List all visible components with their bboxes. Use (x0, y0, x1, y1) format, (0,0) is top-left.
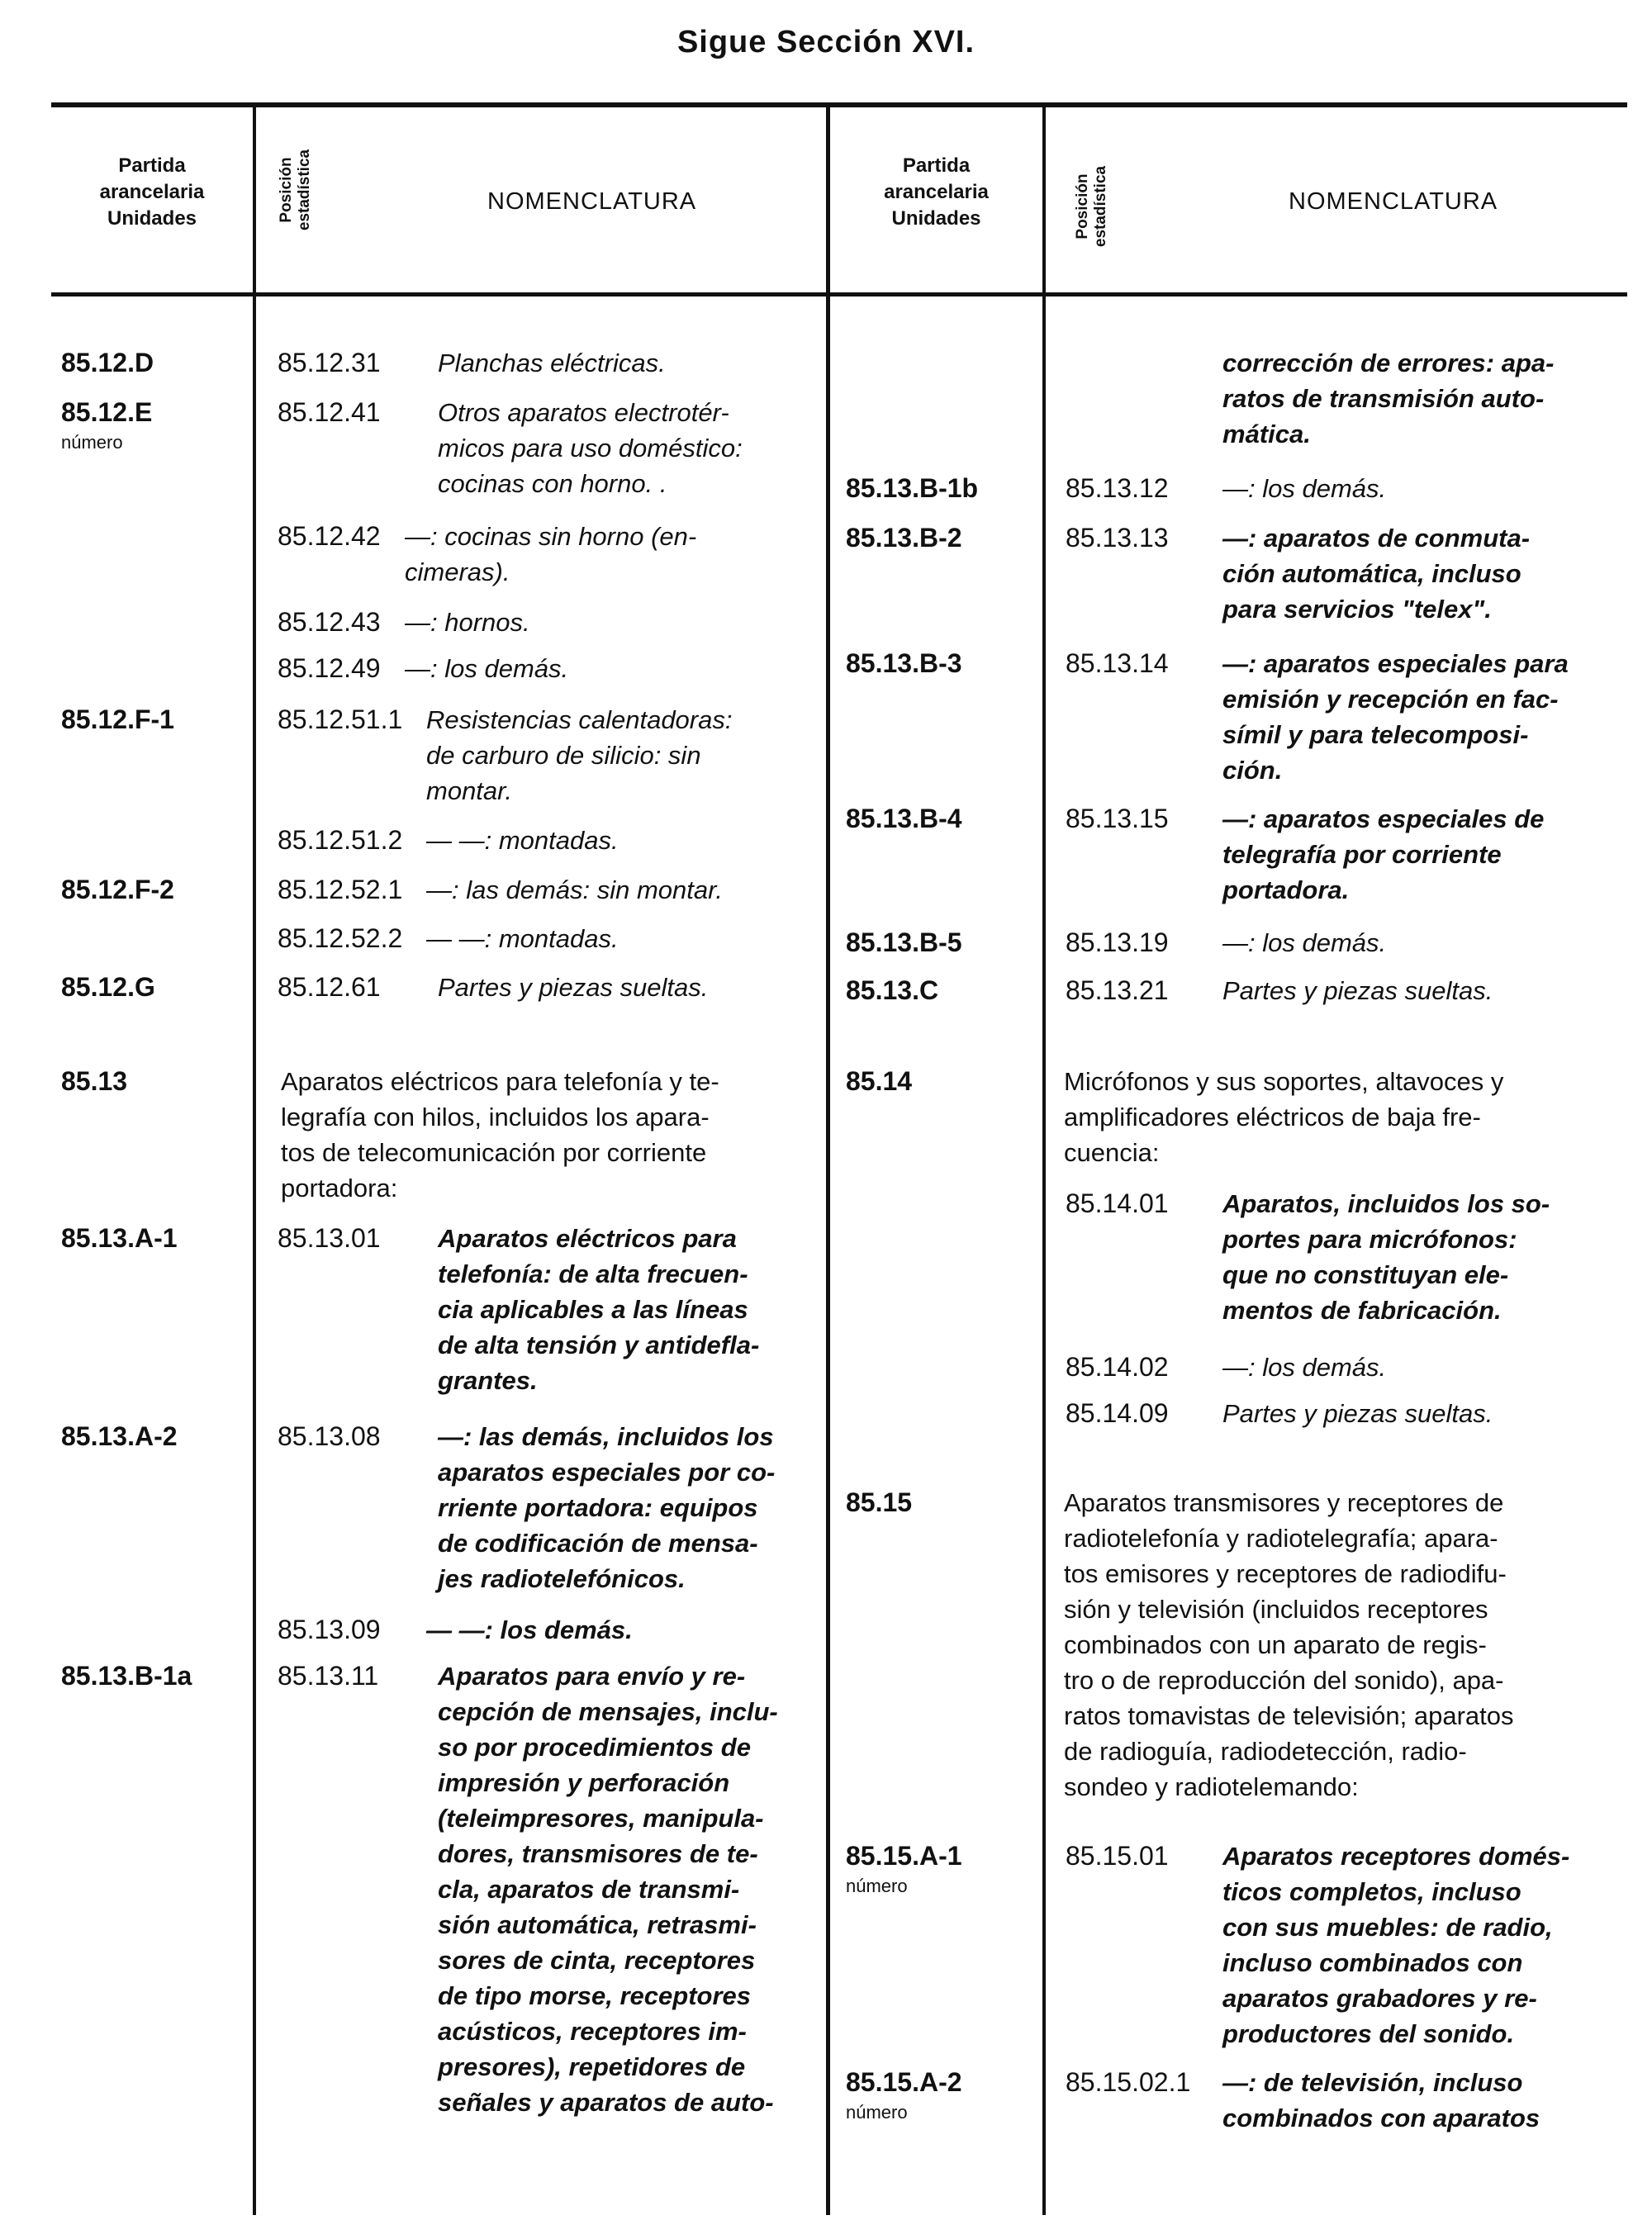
unit-label: número (846, 2102, 908, 2123)
nomenclature-text: —: las demás: sin montar. (426, 875, 723, 904)
posicion-code: 85.12.52.2 (278, 923, 403, 953)
unit-label: número (846, 1876, 908, 1896)
posicion-code: 85.12.61 (278, 972, 381, 1002)
posicion-code: 85.13.14 (1066, 648, 1169, 678)
page-title: Sigue Sección XVI. (676, 25, 976, 59)
column-divider (253, 107, 256, 2215)
nomenclature-text: —: aparatos especiales para emisión y recepción en fac- símil y para telecomposi- ción. (1222, 649, 1569, 785)
nomenclature-text: Partes y piezas sueltas. (438, 973, 709, 1002)
posicion-code: 85.13.01 (278, 1223, 381, 1253)
partida-code: 85.13.B-5 (846, 927, 962, 957)
partida-code: 85.13.A-1 (61, 1223, 178, 1253)
posicion-code: 85.13.08 (278, 1421, 381, 1451)
nomenclature-text: —: de televisión, incluso combinados con aparatos (1222, 2068, 1540, 2132)
partida-code: 85.13.A-2 (61, 1421, 178, 1451)
heading-text: Micrófonos y sus soportes, altavoces y amplificadores eléctricos de baja fre- cuencia: (1064, 1067, 1504, 1167)
nomenclature-text: — —: montadas. (426, 924, 619, 953)
posicion-code: 85.12.42 (278, 521, 381, 551)
posicion-code: 85.14.02 (1066, 1352, 1169, 1382)
nomenclature-text: Partes y piezas sueltas. (1222, 976, 1493, 1005)
nomenclature-text: Aparatos para envío y re- cepción de mensajes, inclu- so por procedimientos de impresión y perforación (teleimpresores, manipula- dores, transmisores de te- cla, aparatos de transmi- sión automática, retrasmi- sores de cinta, receptores de tipo morse, receptores acústicos, receptores im- presores), repetidores de señales y aparatos de auto- (438, 1662, 778, 2117)
nomenclature-text: Planchas eléctricas. (438, 349, 666, 377)
nomenclature-text: Partes y piezas sueltas. (1222, 1399, 1493, 1428)
posicion-code: 85.15.01 (1066, 1841, 1169, 1871)
header-nomenclatura: NOMENCLATURA (487, 188, 697, 215)
nomenclature-text: —: los demás. (1222, 1353, 1387, 1382)
posicion-code: 85.12.31 (278, 348, 381, 377)
header-posicion: Posición estadística (1074, 165, 1109, 248)
partida-code: 85.15.A-2 (846, 2067, 962, 2097)
header-posicion: Posición estadística (278, 149, 313, 231)
posicion-code: 85.13.21 (1066, 975, 1169, 1005)
posicion-code: 85.13.11 (278, 1661, 379, 1691)
partida-code: 85.13.B-1a (61, 1661, 192, 1691)
posicion-code: 85.12.41 (278, 397, 381, 427)
nomenclature-text: Resistencias calentadoras: de carburo de silicio: sin montar. (426, 705, 733, 805)
nomenclature-text: —: hornos. (405, 608, 530, 637)
nomenclature-text: Aparatos, incluidos los so- portes para micrófonos: que no constituyan ele- mentos de fabricación. (1222, 1189, 1550, 1325)
column-divider (1042, 107, 1046, 2215)
partida-code: 85.13.B-3 (846, 648, 962, 678)
posicion-code: 85.13.15 (1066, 804, 1169, 833)
table-top-rule (51, 102, 1627, 107)
nomenclature-text: Aparatos eléctricos para telefonía: de alta frecuen- cia aplicables a las líneas de alta tensión y antidefla- grantes. (438, 1224, 760, 1395)
header-bottom-rule (51, 292, 1627, 296)
posicion-code: 85.14.09 (1066, 1398, 1169, 1428)
heading-code: 85.14 (846, 1066, 913, 1096)
partida-code: 85.12.F-1 (61, 704, 174, 734)
header-nomenclatura: NOMENCLATURA (1289, 188, 1498, 215)
nomenclature-text: — —: los demás. (426, 1615, 633, 1644)
nomenclature-text: —: los demás. (405, 654, 569, 683)
nomenclature-text: —: aparatos especiales de telegrafía por corriente portadora. (1222, 804, 1545, 904)
nomenclature-text: corrección de errores: apa- ratos de transmisión auto- mática. (1222, 349, 1555, 448)
posicion-code: 85.12.49 (278, 653, 381, 683)
nomenclature-text: — —: montadas. (426, 826, 619, 855)
nomenclature-text: Aparatos receptores domés- ticos completos, incluso con sus muebles: de radio, incluso combinados con aparatos grabadores y re- productores del sonido. (1222, 1842, 1570, 2048)
posicion-code: 85.13.13 (1066, 523, 1169, 553)
nomenclature-text: —: aparatos de conmuta- ción automática, incluso para servicios "telex". (1222, 524, 1531, 624)
nomenclature-text: —: las demás, incluidos los aparatos especiales por co- rriente portadora: equipos de codificación de mensa- jes radiotelefónicos. (438, 1422, 776, 1593)
heading-text: Aparatos eléctricos para telefonía y te- legrafía con hilos, incluidos los apara- tos de telecomunicación por corriente portadora: (281, 1067, 719, 1202)
heading-code: 85.13 (61, 1066, 128, 1096)
heading-text: Aparatos transmisores y receptores de radiotelefonía y radiotelegrafía; apara- tos emisores y receptores de radiodifu- sión y televisión (incluidos receptores combinados con un aparato de regis- tro o de reproducción del sonido), apa- ratos tomavistas de televisión; aparatos de radioguía, radiodetección, radio- sondeo y radiotelemando: (1064, 1488, 1514, 1801)
unit-label: número (61, 432, 123, 453)
partida-code: 85.12.F-2 (61, 875, 174, 904)
posicion-code: 85.12.52.1 (278, 875, 403, 904)
posicion-code: 85.12.43 (278, 607, 381, 637)
posicion-code: 85.13.19 (1066, 927, 1169, 957)
posicion-code: 85.12.51.1 (278, 704, 403, 734)
nomenclature-text: Otros aparatos electrotér- micos para uso doméstico: cocinas con horno. . (438, 398, 743, 498)
partida-code: 85.12.G (61, 972, 155, 1002)
nomenclature-text: —: los demás. (1222, 474, 1387, 503)
posicion-code: 85.14.01 (1066, 1188, 1169, 1218)
nomenclature-text: —: cocinas sin horno (en- cimeras). (405, 522, 697, 586)
partida-code: 85.13.B-1b (846, 473, 979, 503)
posicion-code: 85.13.12 (1066, 473, 1169, 503)
center-divider (826, 107, 830, 2215)
heading-code: 85.15 (846, 1487, 913, 1517)
partida-code: 85.12.D (61, 348, 154, 377)
partida-code: 85.13.C (846, 975, 939, 1005)
partida-code: 85.13.B-2 (846, 523, 962, 553)
nomenclature-text: —: los demás. (1222, 928, 1387, 957)
header-partida: Partida arancelaria Unidades (99, 154, 205, 230)
header-partida: Partida arancelaria Unidades (884, 154, 989, 230)
partida-code: 85.13.B-4 (846, 804, 962, 833)
partida-code: 85.15.A-1 (846, 1841, 962, 1871)
posicion-code: 85.12.51.2 (278, 825, 403, 855)
posicion-code: 85.13.09 (278, 1615, 381, 1644)
partida-code: 85.12.E (61, 397, 153, 427)
posicion-code: 85.15.02.1 (1066, 2067, 1191, 2097)
